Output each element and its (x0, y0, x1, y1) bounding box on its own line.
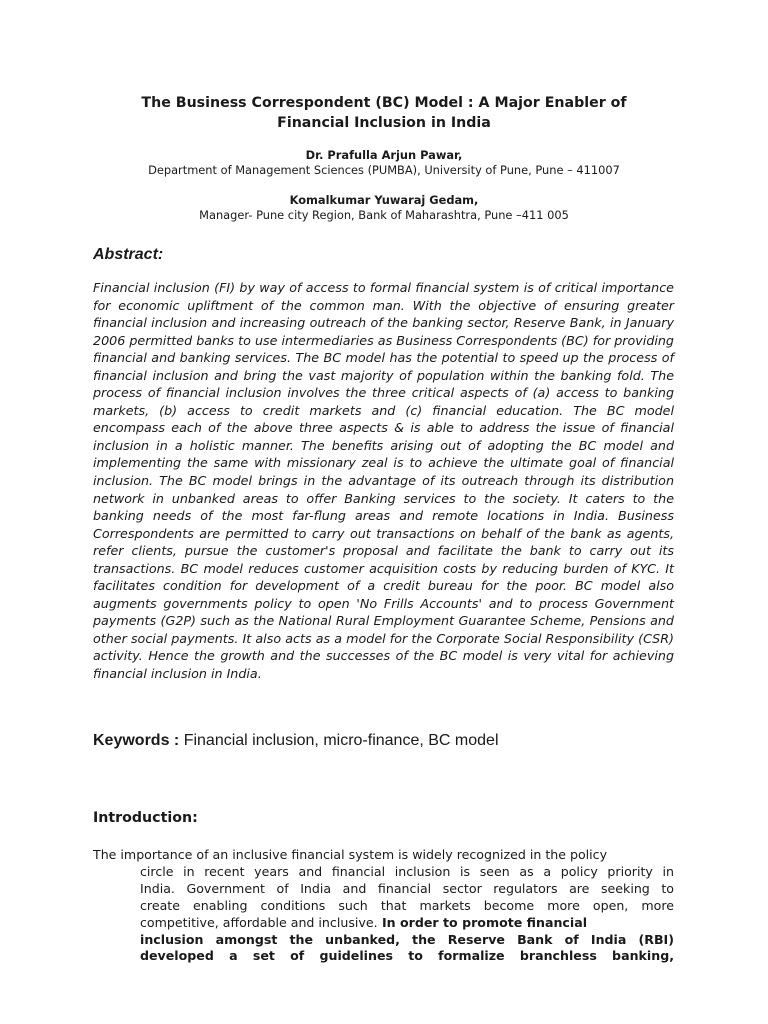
intro-bold-line: inclusion amongst the unbanked, the Reserve Bank of India (RBI) (140, 931, 674, 947)
author-1-name: Dr. Prafulla Arjun Pawar, (305, 148, 463, 162)
paper-title (100, 93, 668, 133)
intro-bold-line: developed a set of guidelines to formalize branchless banking, (140, 948, 674, 964)
introduction-body (93, 847, 674, 965)
intro-line-mixed (93, 915, 674, 932)
paper-title-line-1: The Business Correspondent (BC) Model : A Major Enabler of (141, 95, 627, 111)
paper-title-line-2: Financial Inclusion in India (277, 115, 491, 131)
keywords-label: Keywords : (93, 732, 180, 749)
author-1-affiliation: Department of Management Sciences (PUMBA), University of Pune, Pune – 411007 (148, 163, 620, 177)
author-2-name: Komalkumar Yuwaraj Gedam, (289, 193, 479, 207)
intro-line: The importance of an inclusive financial system is widely recognized in the policy (93, 847, 608, 862)
intro-line: circle in recent years and financial inclusion is seen as a policy priority in (140, 863, 674, 879)
intro-line: create enabling conditions such that markets become more open, more (140, 897, 674, 913)
introduction-heading: Introduction: (93, 810, 198, 826)
intro-bold-lead: In order to promote financial (377, 914, 588, 930)
abstract-heading: Abstract: (93, 246, 164, 263)
abstract-body: Financial inclusion (FI) by way of access to formal financial system is of critical importance for economic upliftment of the common man. With the objective of ensuring greater financial inclusion and increasing outreach of the banking sector, Reserve Bank, in January 2006 permitted banks to use intermediaries as Business Correspondents (BC) for providing financial and banking services. The BC model has the potential to speed up the process of financial inclusion and bring the vast majority of population within the banking fold. The process of financial inclusion involves the three critical aspects of (a) access to banking markets, (b) access to credit markets and (c) financial education. The BC model encompass each of the above three aspects & is able to address the issue of financial inclusion in a holistic manner. The benefits arising out of adopting the BC model and implementing the same with missionary zeal is to achieve the ultimate goal of financial inclusion. The BC model brings in the advantage of its outreach through its distribution network in unbanked areas to offer Banking services to the society. It caters to the banking needs of the most far-flung areas and remote locations in India. Business Correspondents are permitted to carry out transactions on behalf of the bank as agents, refer clients, pursue the customer's proposal and facilitate the bank to carry out its transactions. BC model reduces customer acquisition costs by reducing burden of KYC. It facilitates condition for development of a credit bureau for the poor. BC model also augments governments policy to open 'No Frills Accounts' and to process Government payments (G2P) such as the National Rural Employment Guarantee Scheme, Pensions and other social payments. It also acts as a model for the Corporate Social Responsibility (CSR) activity. Hence the growth and the successes of the BC model is very vital for achieving financial inclusion in India. (93, 280, 674, 682)
author-2-affiliation: Manager- Pune city Region, Bank of Maharashtra, Pune –411 005 (199, 208, 569, 222)
keywords-line (93, 731, 499, 751)
intro-line: India. Government of India and financial sector regulators are seeking to (140, 880, 674, 896)
keywords-text: Financial inclusion, micro-finance, BC model (179, 732, 499, 749)
intro-line-text: competitive, affordable and inclusive. (140, 914, 378, 930)
